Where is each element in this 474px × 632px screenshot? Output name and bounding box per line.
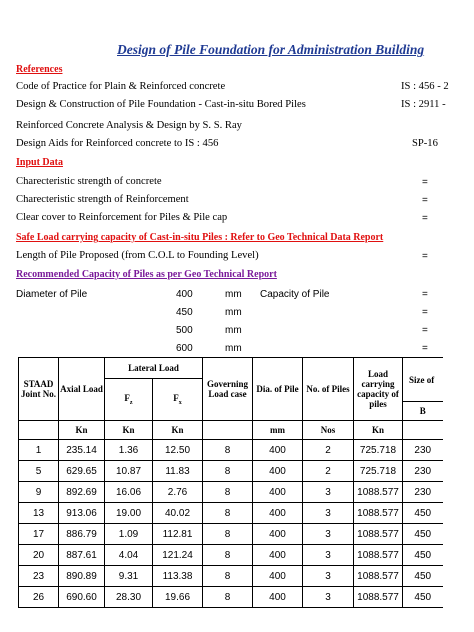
reference-code: IS : 2911 - bbox=[401, 99, 446, 110]
table-cell: 23 bbox=[19, 566, 59, 587]
table-cell: 13 bbox=[19, 503, 59, 524]
table-cell: 3 bbox=[303, 482, 354, 503]
reference-code: SP-16 bbox=[412, 138, 438, 149]
table-cell: 8 bbox=[203, 503, 253, 524]
header-fx: $F_x$ bbox=[153, 379, 203, 421]
table-cell: 890.89 bbox=[59, 566, 105, 587]
diameter-label: Diameter of Pile bbox=[16, 289, 88, 300]
table-cell: 450 bbox=[403, 524, 443, 545]
header-axial-load: Axial Load bbox=[59, 358, 105, 421]
table-cell: 450 bbox=[403, 566, 443, 587]
references-heading: References bbox=[16, 64, 63, 75]
table-cell: 725.718 bbox=[354, 461, 403, 482]
table-cell: 8 bbox=[203, 545, 253, 566]
table-row bbox=[19, 440, 443, 461]
table-cell: 121.24 bbox=[153, 545, 203, 566]
diameter-unit: mm bbox=[225, 289, 242, 300]
table-cell: 28.30 bbox=[105, 587, 153, 608]
table-cell: 19.00 bbox=[105, 503, 153, 524]
table-cell: 450 bbox=[403, 503, 443, 524]
table-cell: 1088.577 bbox=[354, 566, 403, 587]
table-cell: 8 bbox=[203, 461, 253, 482]
table-cell: 8 bbox=[203, 566, 253, 587]
table-row bbox=[19, 461, 443, 482]
table-cell: 1088.577 bbox=[354, 503, 403, 524]
table-row bbox=[19, 587, 443, 608]
table-cell: 1088.577 bbox=[354, 587, 403, 608]
table-cell: 8 bbox=[203, 440, 253, 461]
table-cell: 1088.577 bbox=[354, 482, 403, 503]
table-cell: 4.04 bbox=[105, 545, 153, 566]
table-cell: 235.14 bbox=[59, 440, 105, 461]
table-cell: 8 bbox=[203, 587, 253, 608]
table-cell: 400 bbox=[253, 524, 303, 545]
unit-cell: Kn bbox=[59, 421, 105, 440]
table-cell: 230 bbox=[403, 461, 443, 482]
table-row bbox=[19, 545, 443, 566]
diameter-unit: mm bbox=[225, 325, 242, 336]
equals-sign: = bbox=[422, 251, 428, 262]
pile-design-table bbox=[18, 357, 443, 608]
equals-sign: = bbox=[422, 289, 428, 300]
table-cell: 450 bbox=[403, 587, 443, 608]
header-governing-load-case: Governing Load case bbox=[203, 358, 253, 421]
reference-label: Code of Practice for Plain & Reinforced concrete bbox=[16, 81, 226, 92]
table-cell: 9.31 bbox=[105, 566, 153, 587]
table-cell: 892.69 bbox=[59, 482, 105, 503]
table-cell: 400 bbox=[253, 566, 303, 587]
page-title: Design of Pile Foundation for Administration Building bbox=[117, 42, 425, 57]
table-cell: 12.50 bbox=[153, 440, 203, 461]
table-cell: 1088.577 bbox=[354, 545, 403, 566]
table-cell: 9 bbox=[19, 482, 59, 503]
table-cell: 913.06 bbox=[59, 503, 105, 524]
header-fz: $F_z$ bbox=[105, 379, 153, 421]
table-cell: 1.09 bbox=[105, 524, 153, 545]
input-data-heading: Input Data bbox=[16, 157, 63, 168]
table-cell: 112.81 bbox=[153, 524, 203, 545]
table-cell: 19.66 bbox=[153, 587, 203, 608]
table-cell: 3 bbox=[303, 566, 354, 587]
diameter-unit: mm bbox=[225, 343, 242, 354]
table-cell: 20 bbox=[19, 545, 59, 566]
table-row bbox=[19, 482, 443, 503]
table-cell: 230 bbox=[403, 440, 443, 461]
table-cell: 400 bbox=[253, 461, 303, 482]
unit-cell: mm bbox=[253, 421, 303, 440]
table-cell: 887.61 bbox=[59, 545, 105, 566]
equals-sign: = bbox=[422, 177, 428, 188]
table-cell: 400 bbox=[253, 482, 303, 503]
equals-sign: = bbox=[422, 325, 428, 336]
table-cell: 450 bbox=[403, 545, 443, 566]
table-cell: 40.02 bbox=[153, 503, 203, 524]
table-cell: 8 bbox=[203, 482, 253, 503]
unit-cell: Kn bbox=[105, 421, 153, 440]
equals-sign: = bbox=[422, 195, 428, 206]
table-cell: 10.87 bbox=[105, 461, 153, 482]
units-row bbox=[19, 421, 443, 440]
equals-sign: = bbox=[422, 307, 428, 318]
table-cell: 690.60 bbox=[59, 587, 105, 608]
unit-cell bbox=[19, 421, 59, 440]
reference-label: Reinforced Concrete Analysis & Design by S. S. Ray bbox=[16, 120, 242, 131]
table-cell: 16.06 bbox=[105, 482, 153, 503]
header-joint-no: STAAD Joint No. bbox=[19, 358, 59, 421]
table-cell: 230 bbox=[403, 482, 443, 503]
equals-sign: = bbox=[422, 213, 428, 224]
unit-cell: Kn bbox=[153, 421, 203, 440]
table-cell: 26 bbox=[19, 587, 59, 608]
safe-load-heading: Safe Load carrying capacity of Cast-in-situ Piles : Refer to Geo Technical Data Report bbox=[16, 232, 384, 243]
unit-cell bbox=[203, 421, 253, 440]
table-cell: 3 bbox=[303, 524, 354, 545]
table-cell: 1088.577 bbox=[354, 524, 403, 545]
diameter-unit: mm bbox=[225, 307, 242, 318]
table-cell: 3 bbox=[303, 503, 354, 524]
diameter-value: 600 bbox=[176, 343, 193, 354]
table-cell: 3 bbox=[303, 587, 354, 608]
recommended-heading: Recommended Capacity of Piles as per Geo Technical Report bbox=[16, 269, 277, 280]
diameter-value: 500 bbox=[176, 325, 193, 336]
table-row bbox=[19, 566, 443, 587]
reference-code: IS : 456 - 2 bbox=[401, 81, 449, 92]
table-cell: 17 bbox=[19, 524, 59, 545]
table-cell: 629.65 bbox=[59, 461, 105, 482]
input-label: Charecteristic strength of concrete bbox=[16, 176, 162, 187]
header-lateral-load: Lateral Load bbox=[105, 358, 203, 379]
table-cell: 400 bbox=[253, 587, 303, 608]
table-row bbox=[19, 503, 443, 524]
table-cell: 400 bbox=[253, 545, 303, 566]
table-cell: 2.76 bbox=[153, 482, 203, 503]
header-size-b: B bbox=[403, 402, 443, 421]
input-label: Clear cover to Reinforcement for Piles & Pile cap bbox=[16, 212, 228, 223]
header-load-capacity: Load carrying capacity of piles bbox=[354, 358, 403, 421]
table-cell: 5 bbox=[19, 461, 59, 482]
table-cell: 886.79 bbox=[59, 524, 105, 545]
reference-label: Design & Construction of Pile Foundation - Cast-in-situ Bored Piles bbox=[16, 99, 306, 110]
unit-cell: Kn bbox=[354, 421, 403, 440]
table-cell: 8 bbox=[203, 524, 253, 545]
diameter-value: 450 bbox=[176, 307, 193, 318]
equals-sign: = bbox=[422, 343, 428, 354]
input-label: Charecteristic strength of Reinforcement bbox=[16, 194, 189, 205]
pile-length-label: Length of Pile Proposed (from C.O.L to Founding Level) bbox=[16, 250, 259, 261]
header-size-of: Size of bbox=[403, 358, 443, 402]
table-cell: 725.718 bbox=[354, 440, 403, 461]
table-cell: 400 bbox=[253, 503, 303, 524]
table-row bbox=[19, 524, 443, 545]
diameter-value: 400 bbox=[176, 289, 193, 300]
table-cell: 1.36 bbox=[105, 440, 153, 461]
header-dia-of-pile: Dia. of Pile bbox=[253, 358, 303, 421]
table-cell: 400 bbox=[253, 440, 303, 461]
capacity-label: Capacity of Pile bbox=[260, 289, 330, 300]
header-no-of-piles: No. of Piles bbox=[303, 358, 354, 421]
table-cell: 2 bbox=[303, 440, 354, 461]
table-cell: 11.83 bbox=[153, 461, 203, 482]
table-cell: 3 bbox=[303, 545, 354, 566]
unit-cell bbox=[403, 421, 443, 440]
table-cell: 2 bbox=[303, 461, 354, 482]
table-cell: 1 bbox=[19, 440, 59, 461]
reference-label: Design Aids for Reinforced concrete to IS : 456 bbox=[16, 138, 219, 149]
unit-cell: Nos bbox=[303, 421, 354, 440]
table-cell: 113.38 bbox=[153, 566, 203, 587]
